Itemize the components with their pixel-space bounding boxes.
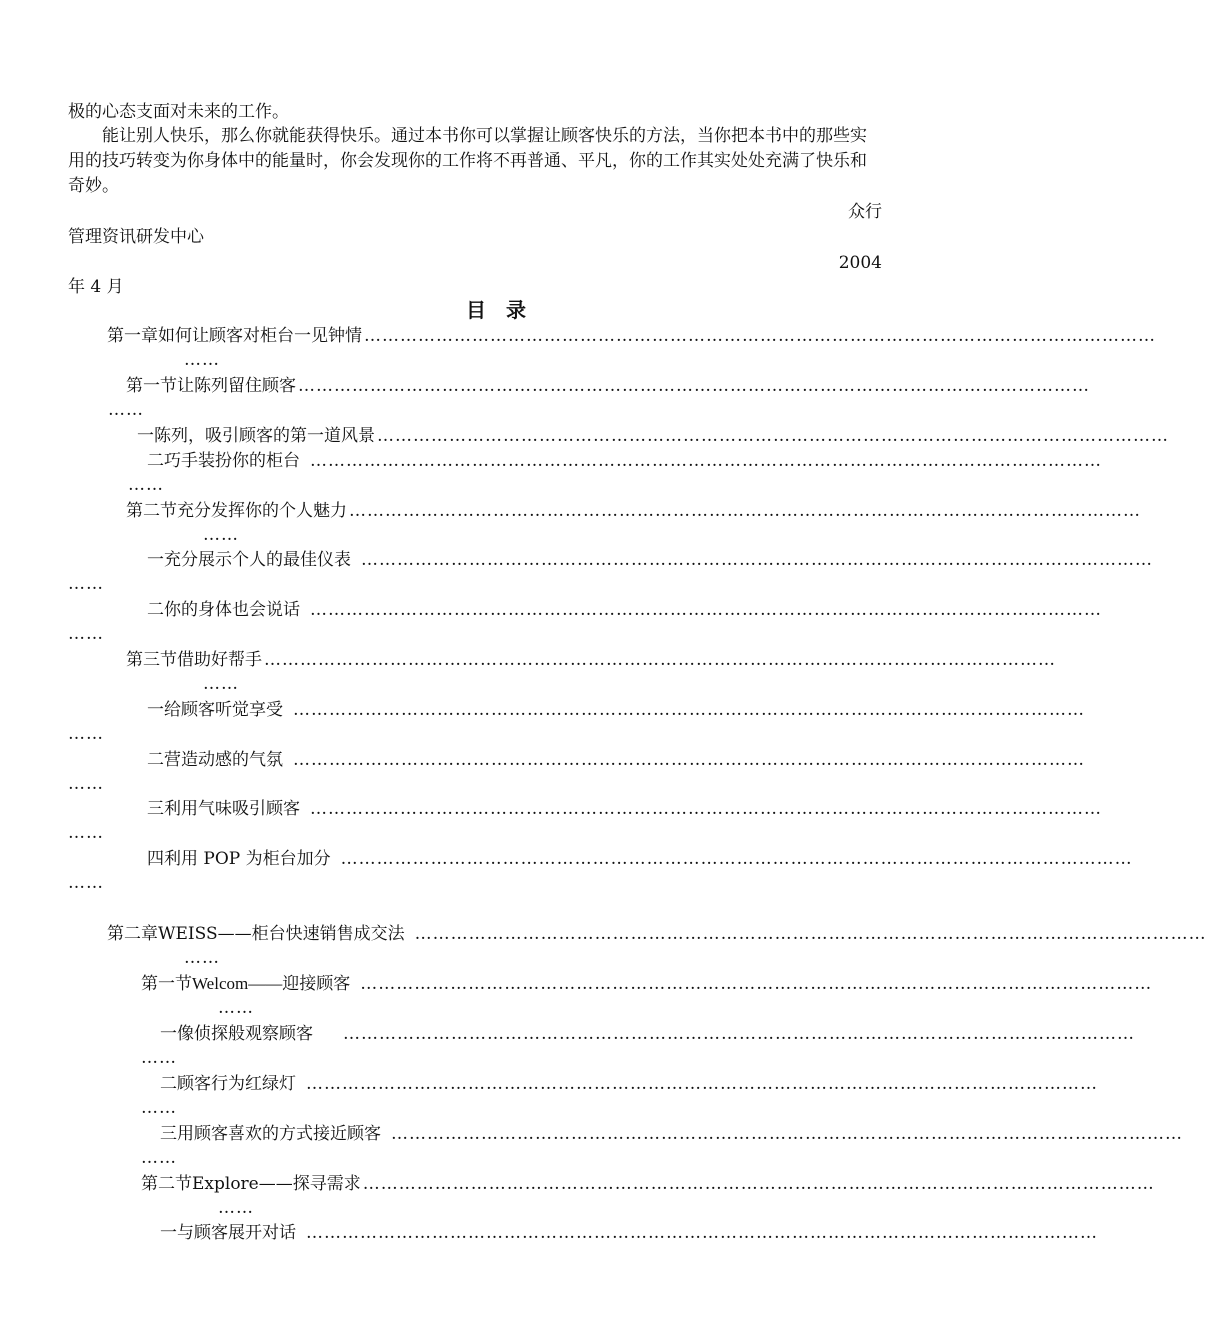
toc-leader: …………………………………………………………………………………………………………………… <box>264 650 1056 670</box>
toc-line <box>160 1122 1183 1146</box>
toc-number: 一 <box>147 550 164 570</box>
toc-number: 一 <box>147 700 164 720</box>
intro-paragraph: 能让别人快乐，那么你就能获得快乐。通过本书你可以掌握让顾客快乐的方法，当你把本书中的那些实用的技巧转变为你身体中的能量时，你会发现你的工作将不再普通、平凡，你的工作其实处处充满了快乐和奇妙。 <box>68 126 867 196</box>
toc-text: 顾客行为红绿灯 <box>177 1074 296 1094</box>
toc-text: 巧手装扮你的柜台 <box>164 451 300 471</box>
toc-line <box>147 797 1102 821</box>
signature-org: 管理资讯研发中心 <box>68 227 204 247</box>
toc-text: 充分发挥你的个人魅力 <box>177 501 347 521</box>
toc-text: 给顾客听觉享受 <box>164 700 283 720</box>
toc-entry-item[interactable] <box>0 1072 1098 1120</box>
toc-number: 三 <box>147 799 164 819</box>
toc-leader-cont: …… <box>203 525 239 545</box>
toc-leader-cont: …… <box>68 823 104 843</box>
toc-line <box>141 972 1153 996</box>
toc-leader-cont: …… <box>108 400 144 420</box>
toc-number: 第二节 <box>126 501 177 521</box>
toc-number: 二 <box>160 1074 177 1094</box>
signature-org-short: 众行 <box>848 202 882 222</box>
toc-entry-chapter-1[interactable] <box>0 324 1156 372</box>
toc-leader-cont: …… <box>203 674 239 694</box>
toc-leader-cont: …… <box>68 724 104 744</box>
toc-number: 第三节 <box>126 650 177 670</box>
toc-text: 如何让顾客对柜台一见钟情 <box>158 326 362 346</box>
toc-entry-item[interactable] <box>0 847 1133 895</box>
toc-leader-cont: …… <box>68 774 104 794</box>
toc-leader-cont: …… <box>68 873 104 893</box>
toc-entry-item[interactable] <box>0 449 1102 497</box>
toc-text: WEISS——柜台快速销售成交法 <box>158 924 405 944</box>
toc-leader-cont: …… <box>218 1198 254 1218</box>
toc-entry-item[interactable] <box>0 1221 1098 1245</box>
toc-leader: …………………………………………………………………………………………………………………… <box>293 750 1085 770</box>
toc-text: 像侦探般观察顾客 <box>177 1024 313 1044</box>
toc-text: 借助好帮手 <box>177 650 262 670</box>
toc-number: 第二章 <box>107 924 158 944</box>
toc-entry-item[interactable] <box>0 797 1102 845</box>
toc-line <box>141 1172 1155 1196</box>
toc-leader: …………………………………………………………………………………………………………………… <box>310 600 1102 620</box>
toc-line <box>147 548 1153 572</box>
toc-leader-cont: …… <box>128 475 164 495</box>
toc-number: 一 <box>137 426 154 446</box>
toc-entry-chapter-2[interactable] <box>0 922 1207 970</box>
toc-leader: …………………………………………………………………………………………………………………… <box>360 974 1153 994</box>
toc-number: 四 <box>147 849 164 869</box>
toc-text: Welcom——迎接顾客 <box>192 974 351 993</box>
toc-text: 用顾客喜欢的方式接近顾客 <box>177 1124 381 1144</box>
toc-leader: …………………………………………………………………………………………………………………… <box>343 1024 1135 1044</box>
toc-entry-section-2-2[interactable] <box>0 1172 1155 1220</box>
toc-text: 让陈列留住顾客 <box>177 376 296 396</box>
toc-leader: …………………………………………………………………………………………………………………… <box>310 799 1102 819</box>
toc-leader-cont: …… <box>184 350 220 370</box>
toc-leader: …………………………………………………………………………………………………………………… <box>377 426 1169 446</box>
toc-leader-cont: …… <box>184 948 220 968</box>
toc-entry-item[interactable] <box>0 698 1085 746</box>
toc-leader: …………………………………………………………………………………………………………………… <box>364 326 1156 346</box>
toc-number: 第一节 <box>126 376 177 396</box>
toc-number: 二 <box>147 600 164 620</box>
toc-entry-section-2-1[interactable] <box>0 972 1153 1020</box>
toc-entry-item[interactable] <box>0 548 1153 596</box>
toc-line <box>137 424 1169 448</box>
toc-entry-item[interactable] <box>0 748 1085 796</box>
intro-line: 极的心态支面对未来的工作。 <box>68 102 289 122</box>
toc-line <box>147 847 1133 871</box>
toc-line <box>107 324 1156 348</box>
toc-leader: …………………………………………………………………………………………………………………… <box>362 1174 1155 1194</box>
toc-text: 充分展示个人的最佳仪表 <box>164 550 351 570</box>
toc-entry-section-1-1[interactable] <box>0 374 1090 422</box>
toc-text: 你的身体也会说话 <box>164 600 300 620</box>
toc-line <box>107 922 1207 946</box>
toc-line <box>147 748 1085 772</box>
toc-leader: …………………………………………………………………………………………………………………… <box>414 924 1207 944</box>
toc-number: 三 <box>160 1124 177 1144</box>
toc-line <box>147 598 1102 622</box>
toc-number: 第二节 <box>141 1174 192 1194</box>
toc-leader-cont: …… <box>68 574 104 594</box>
toc-line <box>160 1072 1098 1096</box>
toc-leader-cont: …… <box>141 1048 177 1068</box>
toc-line <box>160 1022 1135 1046</box>
toc-leader: …………………………………………………………………………………………………………………… <box>310 451 1102 471</box>
toc-line <box>126 374 1090 398</box>
signature-year: 2004 <box>838 253 882 273</box>
toc-line <box>160 1221 1098 1245</box>
toc-text: 陈列，吸引顾客的第一道风景 <box>154 426 375 446</box>
toc-leader: …………………………………………………………………………………………………………………… <box>293 700 1085 720</box>
toc-leader: …………………………………………………………………………………………………………………… <box>361 550 1153 570</box>
toc-number: 第一章 <box>107 326 158 346</box>
toc-leader: …………………………………………………………………………………………………………………… <box>298 376 1090 396</box>
toc-leader: …………………………………………………………………………………………………………………… <box>349 501 1141 521</box>
toc-entry-item[interactable] <box>0 1122 1183 1170</box>
toc-line <box>126 499 1141 523</box>
toc-text: 利用 POP 为柜台加分 <box>164 849 331 869</box>
toc-text: Explore——探寻需求 <box>192 1174 361 1194</box>
toc-entry-section-1-3[interactable] <box>0 648 1056 696</box>
toc-number: 一 <box>160 1223 177 1243</box>
toc-text: 营造动感的气氛 <box>164 750 283 770</box>
toc-entry-section-1-2[interactable] <box>0 499 1141 547</box>
toc-line <box>147 449 1102 473</box>
toc-title: 目录 <box>466 298 546 322</box>
toc-number: 一 <box>160 1024 177 1044</box>
toc-entry-item[interactable] <box>0 424 1169 448</box>
toc-number: 二 <box>147 451 164 471</box>
toc-text: 利用气味吸引顾客 <box>164 799 300 819</box>
toc-leader-cont: …… <box>218 998 254 1018</box>
toc-leader: …………………………………………………………………………………………………………………… <box>340 849 1133 869</box>
toc-leader: …………………………………………………………………………………………………………………… <box>391 1124 1183 1144</box>
toc-entry-item[interactable] <box>0 1022 1135 1070</box>
toc-text: 与顾客展开对话 <box>177 1223 296 1243</box>
toc-leader-cont: …… <box>68 624 104 644</box>
toc-number: 第一节 <box>141 974 192 994</box>
toc-leader: …………………………………………………………………………………………………………………… <box>306 1074 1098 1094</box>
toc-leader-cont: …… <box>141 1098 177 1118</box>
toc-entry-item[interactable] <box>0 598 1102 646</box>
toc-line <box>126 648 1056 672</box>
toc-leader-cont: …… <box>141 1148 177 1168</box>
toc-number: 二 <box>147 750 164 770</box>
toc-line <box>147 698 1085 722</box>
signature-month: 年 4 月 <box>68 277 124 297</box>
toc-leader: …………………………………………………………………………………………………………………… <box>306 1223 1098 1243</box>
